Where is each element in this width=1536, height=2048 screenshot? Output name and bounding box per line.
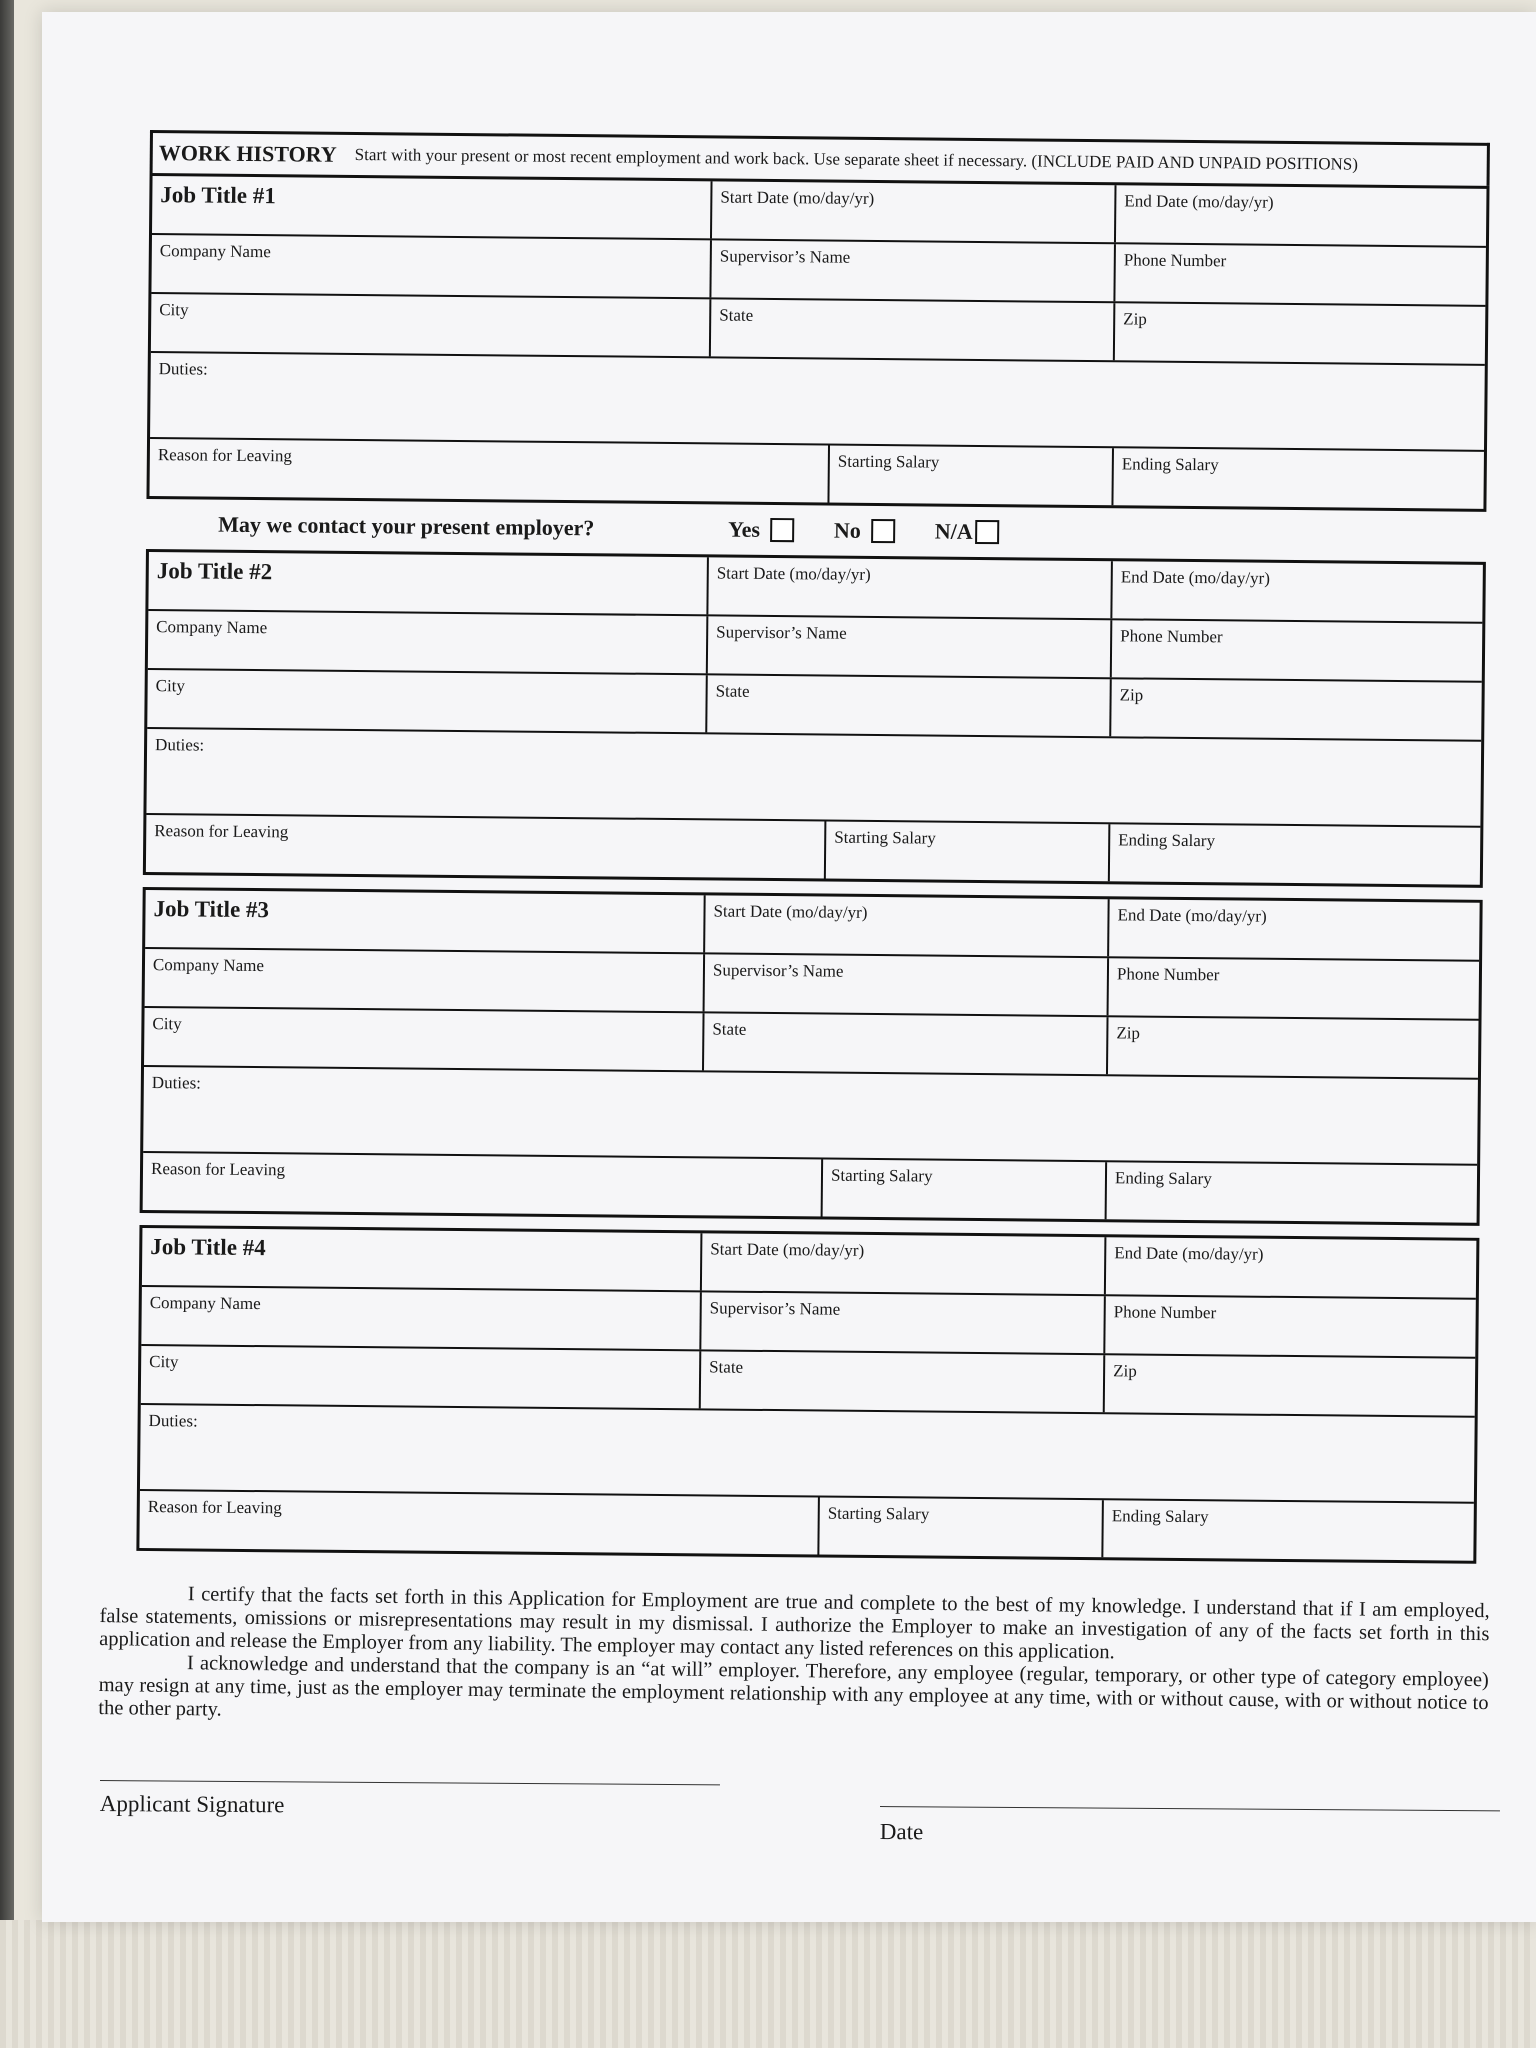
city-field[interactable]: City: [147, 670, 708, 732]
job-block-4: [136, 1225, 1479, 1564]
job-block-2: [143, 549, 1486, 888]
duties-field[interactable]: Duties:: [158, 359, 208, 379]
state-field[interactable]: State: [704, 1013, 1109, 1074]
company-name-field[interactable]: Company Name: [151, 235, 712, 297]
job-title-field[interactable]: Job Title #2: [148, 552, 709, 614]
na-label: N/A: [934, 518, 973, 544]
starting-salary-field[interactable]: Starting Salary: [829, 446, 1114, 506]
start-date-field[interactable]: Start Date (mo/day/yr): [708, 557, 1113, 618]
na-checkbox[interactable]: [975, 520, 999, 544]
zip-field[interactable]: Zip: [1123, 309, 1147, 329]
job-title-field[interactable]: Job Title #3: [145, 890, 706, 952]
reason-for-leaving-field[interactable]: Reason for Leaving: [143, 1153, 824, 1217]
job-title-field[interactable]: Job Title #1: [152, 176, 713, 238]
end-date-field[interactable]: End Date (mo/day/yr): [1120, 567, 1271, 588]
end-date-field[interactable]: End Date (mo/day/yr): [1117, 905, 1267, 926]
yes-checkbox[interactable]: [770, 518, 794, 542]
reason-for-leaving-field[interactable]: Reason for Leaving: [149, 439, 830, 503]
start-date-field[interactable]: Start Date (mo/day/yr): [712, 181, 1117, 242]
zip-field[interactable]: Zip: [1113, 1361, 1137, 1381]
company-name-field[interactable]: Company Name: [148, 611, 709, 673]
phone-number-field[interactable]: Phone Number: [1116, 964, 1220, 985]
ending-salary-field[interactable]: Ending Salary: [1121, 454, 1219, 475]
end-date-field[interactable]: End Date (mo/day/yr): [1124, 191, 1274, 212]
date-line[interactable]: [880, 1806, 1500, 1849]
applicant-signature-label: Applicant Signature: [99, 1790, 285, 1818]
city-field[interactable]: City: [144, 1008, 705, 1070]
starting-salary-field[interactable]: Starting Salary: [823, 1160, 1108, 1220]
phone-number-field[interactable]: Phone Number: [1120, 626, 1223, 647]
city-field[interactable]: City: [151, 294, 712, 356]
starting-salary-field[interactable]: Starting Salary: [819, 1497, 1104, 1557]
state-field[interactable]: State: [707, 675, 1112, 736]
supervisor-name-field[interactable]: Supervisor’s Name: [701, 1292, 1106, 1353]
end-date-field[interactable]: End Date (mo/day/yr): [1114, 1243, 1264, 1264]
job-block-1: [146, 173, 1489, 512]
supervisor-name-field[interactable]: Supervisor’s Name: [708, 616, 1113, 677]
phone-number-field[interactable]: Phone Number: [1113, 1302, 1217, 1323]
na-option[interactable]: [935, 519, 999, 546]
no-label: No: [833, 517, 861, 543]
reason-for-leaving-field[interactable]: Reason for Leaving: [146, 815, 827, 879]
background-mat: [0, 1920, 1536, 2048]
company-name-field[interactable]: Company Name: [145, 949, 706, 1011]
duties-field[interactable]: Duties:: [155, 735, 205, 755]
certification-paragraph-2: I acknowledge and understand that the company is an “at will” employer. Therefore, any employee (regular, temporary, or other type of category employee) may resign at any time, just as the employer may terminate the employment relationship with any employee at any time, with or without cause, with or without notice to the other party.: [98, 1652, 1489, 1721]
background-edge: [0, 0, 14, 2048]
applicant-signature-line[interactable]: [100, 1780, 720, 1821]
ending-salary-field[interactable]: Ending Salary: [1118, 830, 1216, 851]
yes-option[interactable]: [728, 517, 794, 544]
state-field[interactable]: State: [711, 299, 1116, 360]
date-label: Date: [879, 1818, 924, 1845]
starting-salary-field[interactable]: Starting Salary: [826, 822, 1111, 882]
state-field[interactable]: State: [701, 1351, 1106, 1412]
work-history-form: [136, 130, 1490, 1564]
supervisor-name-field[interactable]: Supervisor’s Name: [705, 954, 1110, 1015]
zip-field[interactable]: Zip: [1116, 1023, 1141, 1043]
start-date-field[interactable]: Start Date (mo/day/yr): [702, 1233, 1107, 1294]
no-checkbox[interactable]: [871, 519, 895, 543]
ending-salary-field[interactable]: Ending Salary: [1114, 1168, 1212, 1189]
job-block-3: [140, 887, 1483, 1226]
duties-field[interactable]: Duties:: [148, 1411, 198, 1431]
yes-label: Yes: [728, 516, 761, 542]
section-title: WORK HISTORY: [158, 140, 337, 167]
zip-field[interactable]: Zip: [1119, 685, 1144, 705]
certification-paragraph-1: I certify that the facts set forth in this Application for Employment are true and complete to the best of my knowledge. I understand that if I am employed, false statements, omissions or misrepresentations may result in my dismissal. I authorize the Employer to make an investigation of any of the facts set forth in this application and release the Employer from any liability. The employer may contact any listed references on this application.: [99, 1583, 1490, 1664]
no-option[interactable]: [834, 518, 895, 545]
ending-salary-field[interactable]: Ending Salary: [1111, 1506, 1209, 1527]
job-title-field[interactable]: Job Title #4: [142, 1228, 703, 1290]
section-instructions: Start with your present or most recent employment and work back. Use separate sheet if necessary. (INCLUDE PAID AND UNPAID POSITIONS): [354, 144, 1359, 174]
duties-field[interactable]: Duties:: [151, 1073, 202, 1093]
reason-for-leaving-field[interactable]: Reason for Leaving: [139, 1491, 820, 1555]
supervisor-name-field[interactable]: Supervisor’s Name: [711, 240, 1116, 301]
contact-question: May we contact your present employer?: [218, 511, 595, 541]
phone-number-field[interactable]: Phone Number: [1123, 250, 1227, 271]
start-date-field[interactable]: Start Date (mo/day/yr): [705, 895, 1110, 956]
company-name-field[interactable]: Company Name: [141, 1287, 702, 1349]
city-field[interactable]: City: [141, 1346, 702, 1408]
certification-text: [98, 1582, 1490, 1738]
